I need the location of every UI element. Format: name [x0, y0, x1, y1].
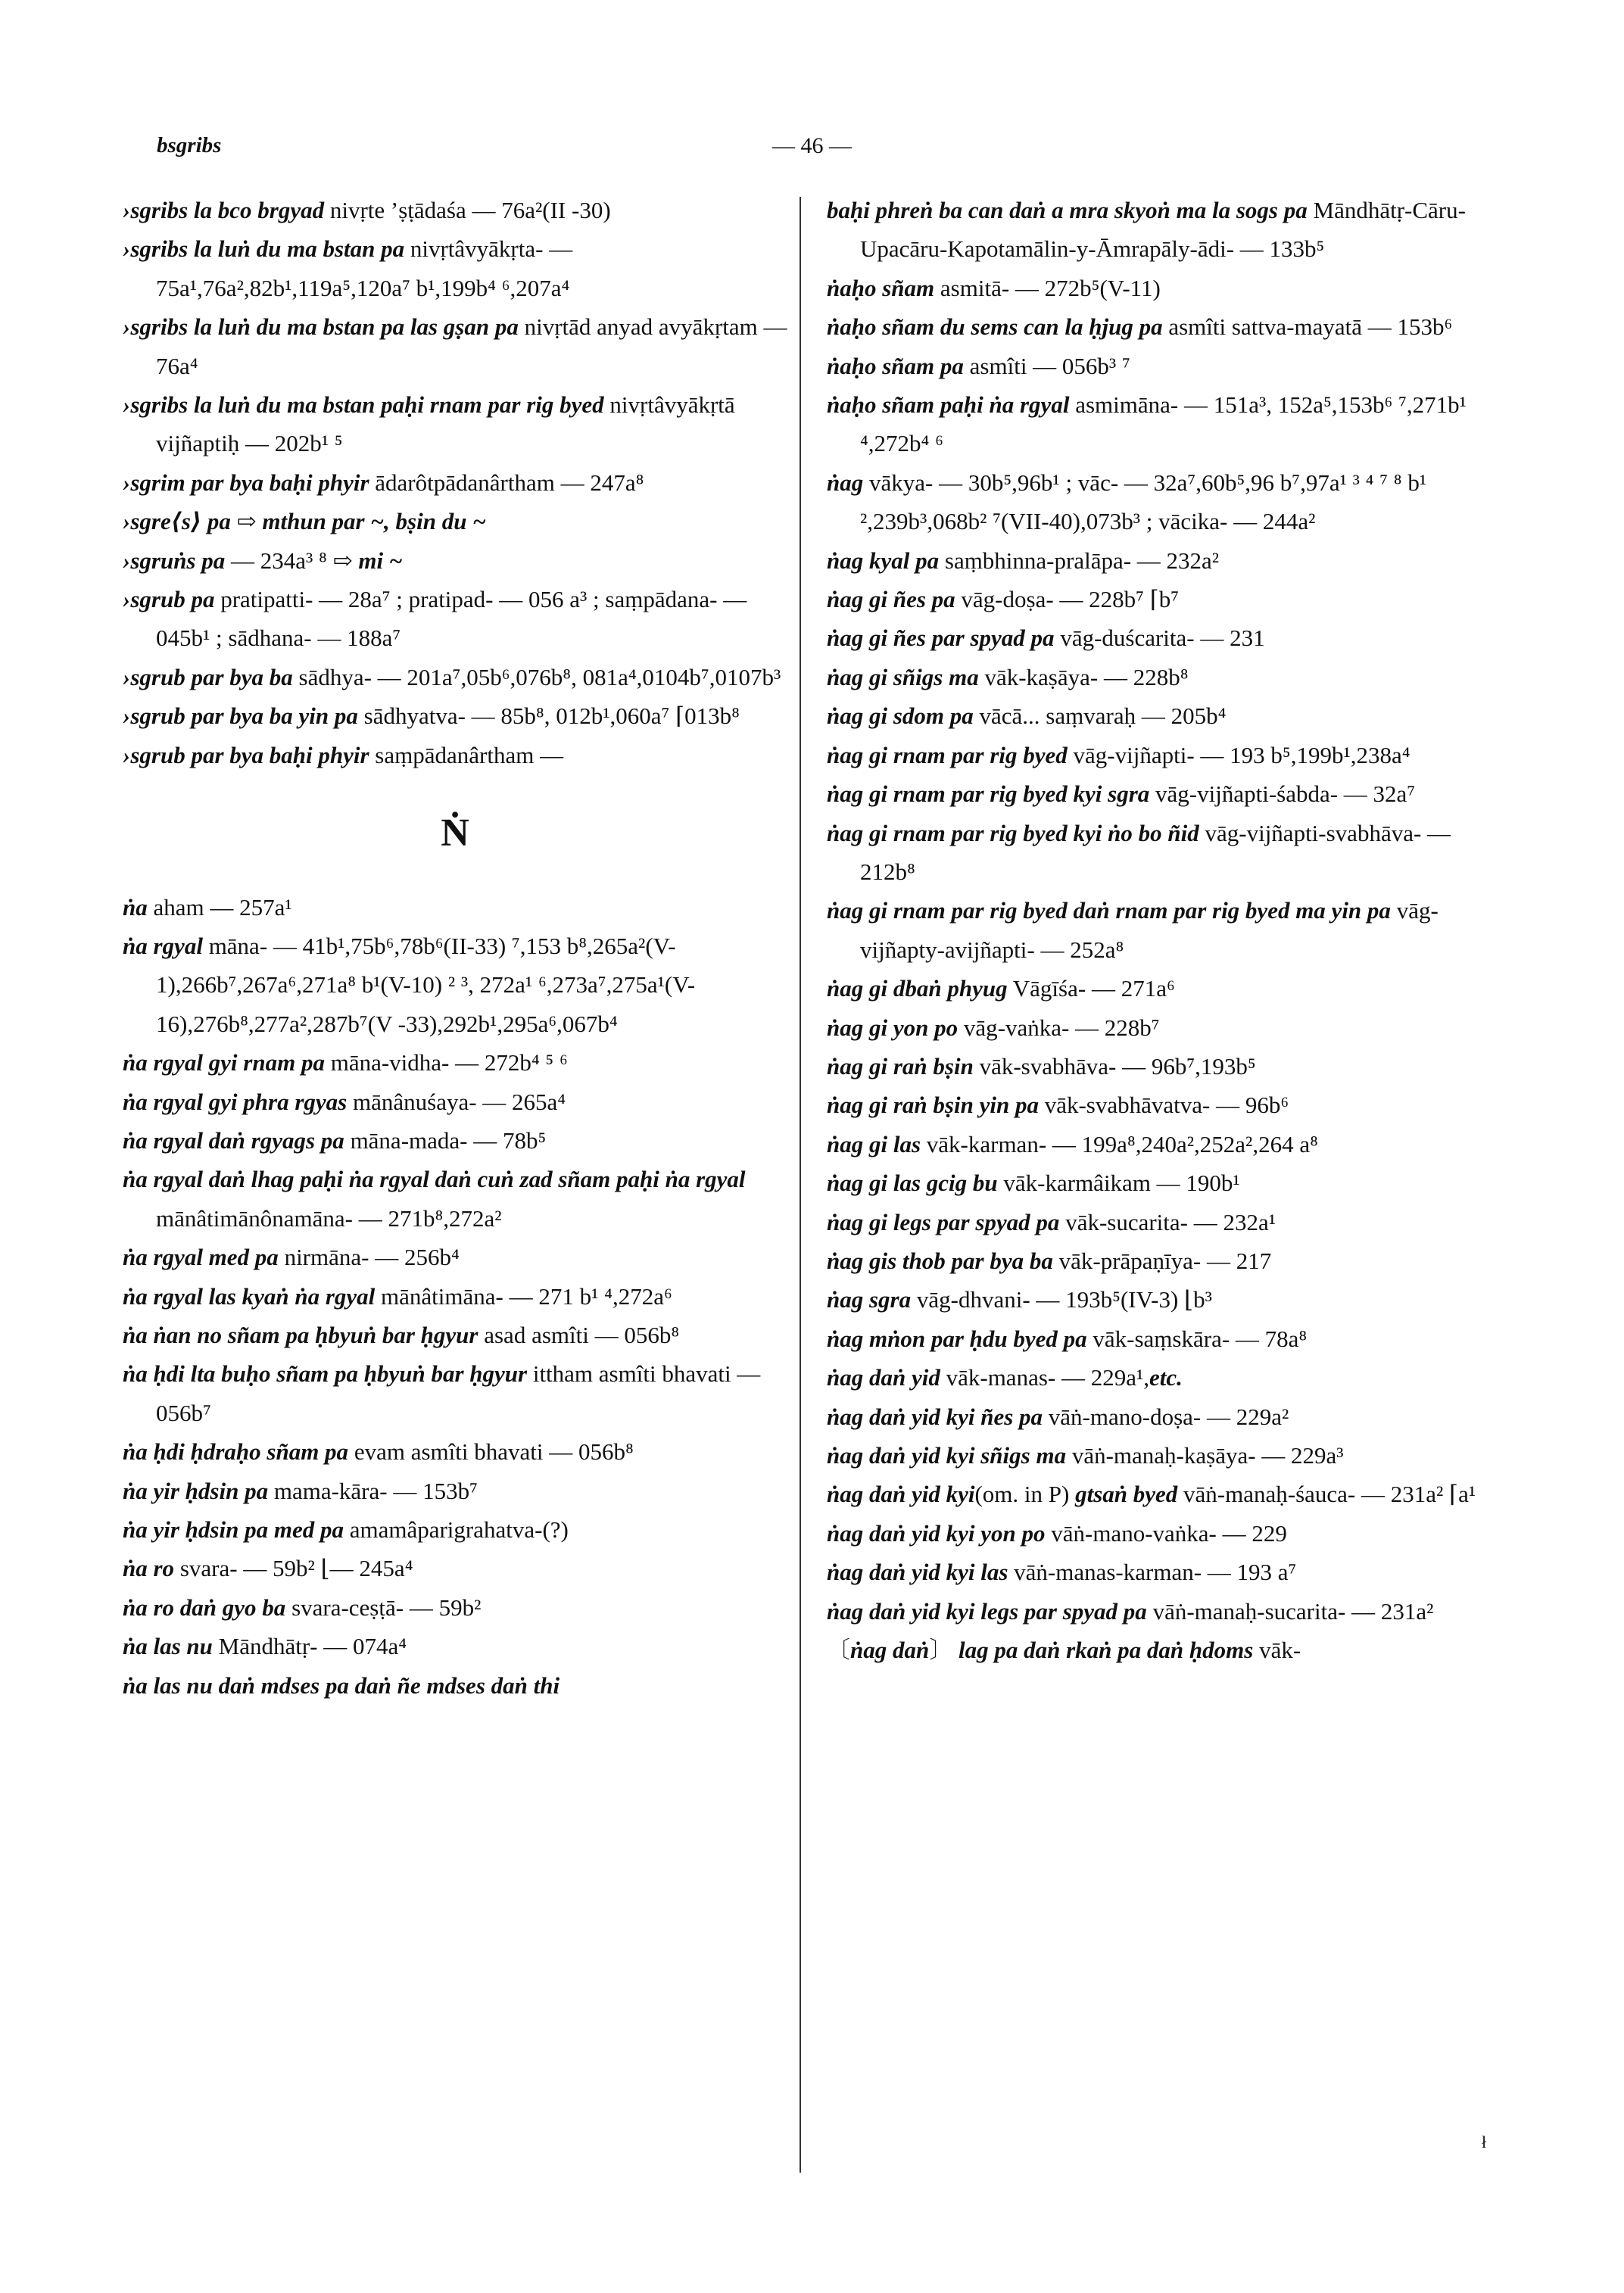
dictionary-entry: ṅag gi las gcig bu vāk-karmâikam — 190b¹: [827, 1170, 1240, 1197]
entry-term: ›sgrub par bya ba: [123, 663, 293, 690]
dictionary-entry: ṅa rgyal māna- — 41b¹,75b⁶,78b⁶(II-33) ⁷,153 b⁸,265a²(V-1),266b⁷,267a⁶,271a⁸ b¹(V-10) ² ³, 272a¹ ⁶,273a⁷,275a¹(V-16),276b⁸,277a²,287b⁷(V -33),292b¹,295a⁶,067b⁴: [123, 932, 696, 1037]
entry-term: ṅag gi rnam par rig byed daṅ rnam par rig byed ma yin pa: [827, 897, 1391, 924]
entry-term: ṅa ro daṅ gyo ba: [123, 1594, 286, 1621]
entry-term: ›sgribs la luṅ du ma bstan pa: [123, 235, 405, 263]
dictionary-entry: ṅag kyal pa saṃbhinna-pralāpa- — 232a²: [827, 547, 1220, 574]
dictionary-entry: ṅag gi legs par spyad pa vāk-sucarita- — 232a¹: [827, 1208, 1276, 1235]
dictionary-entry: ṅag gi sñigs ma vāk-kaṣāya- — 228b⁸: [827, 663, 1189, 690]
left-column-top-entries: [123, 191, 787, 774]
entry-term: ṅa rgyal gyi rnam pa: [123, 1049, 325, 1076]
entry-term: ṅag gi las gcig bu: [827, 1170, 998, 1197]
dictionary-entry: ṅag gi rnam par rig byed vāg-vijñapti- — 193 b⁵,199b¹,238a⁴: [827, 741, 1410, 768]
entry-term: ṅag daṅ yid kyi: [827, 1481, 975, 1508]
dictionary-entry: ›sgrub par bya ba yin pa sādhyatva- — 85b⁸, 012b¹,060a⁷ ⌈013b⁸: [123, 703, 740, 730]
dictionary-entry: ṅa rgyal gyi rnam pa māna-vidha- — 272b⁴ ⁵ ⁶: [123, 1049, 568, 1076]
dictionary-entry: ›sgruṅs pa — 234a³ ⁸ ⇨ mi ~: [123, 547, 403, 574]
entry-term: ṅa rgyal daṅ rgyags pa: [123, 1126, 344, 1154]
dictionary-entry: ṅaḥo sñam asmitā- — 272b⁵(V-11): [827, 274, 1161, 301]
dictionary-entry: ›sgrub par bya ba sādhya- — 201a⁷,05b⁶,076b⁸, 081a⁴,0104b⁷,0107b³: [123, 663, 781, 690]
entry-term: ṅag daṅ: [850, 1637, 930, 1664]
entry-term: lag pa daṅ rkaṅ pa daṅ ḥdoms: [958, 1637, 1254, 1664]
column-divider: [800, 197, 801, 2173]
dictionary-entry: ṅag sgra vāg-dhvani- — 193b⁵(IV-3) ⌊b³: [827, 1286, 1212, 1313]
dictionary-entry: ṅa yir ḥdsin pa med pa amamâparigrahatva-(?): [123, 1516, 569, 1543]
dictionary-entry: ṅa rgyal gyi phra rgyas mānânuśaya- — 265a⁴: [123, 1088, 566, 1115]
entry-term: ṅag kyal pa: [827, 547, 940, 574]
entry-term: ›sgribs la luṅ du ma bstan pa las gṣan pa: [123, 313, 519, 341]
dictionary-entry: ṅa rgyal daṅ lhag paḥi ṅa rgyal daṅ cuṅ zad sñam paḥi ṅa rgyal mānâtimānônamāna- — 271b⁸,272a²: [123, 1166, 746, 1232]
dictionary-entry: ṅag gi las vāk-karman- — 199a⁸,240a²,252a²,264 a⁸: [827, 1130, 1318, 1157]
entry-term: ṅag sgra: [827, 1286, 912, 1313]
right-column-entries: [827, 191, 1493, 1669]
entry-term: ṅa rgyal daṅ lhag paḥi ṅa rgyal daṅ cuṅ zad sñam paḥi ṅa rgyal: [123, 1166, 746, 1193]
dictionary-entry: ›sgrim par bya baḥi phyir ādarôtpādanârtham — 247a⁸: [123, 469, 644, 496]
dictionary-entry: ṅa las nu Māndhātṛ- — 074a⁴: [123, 1633, 407, 1660]
entry-term: ›sgrub par bya ba yin pa: [123, 703, 358, 730]
entry-term: ›sgrim par bya baḥi phyir: [123, 469, 369, 496]
section-letter: Ṅ: [441, 812, 469, 855]
entry-term: baḥi phreṅ ba can daṅ a mra skyoṅ ma la sogs pa: [827, 197, 1308, 223]
stray-mark: ł: [1482, 2133, 1487, 2151]
entry-term: ṅa las nu daṅ mdses pa daṅ ñe mdses daṅ thi: [123, 1671, 560, 1699]
dictionary-entry: ṅa rgyal med pa nirmāna- — 256b⁴: [123, 1244, 460, 1271]
dictionary-entry: ṅag gi rnam par rig byed kyi sgra vāg-vijñapti-śabda- — 32a⁷: [827, 780, 1416, 808]
dictionary-entry: ṅag daṅ yid kyi legs par spyad pa vāṅ-manaḥ-sucarita- — 231a²: [827, 1597, 1434, 1625]
entry-term: ṅag gi yon po: [827, 1014, 959, 1041]
page-number: — 46 —: [772, 133, 852, 158]
dictionary-entry: ṅag gi rnam par rig byed daṅ rnam par rig byed ma yin pa vāg-vijñapty-avijñapti- — 252a⁸: [827, 897, 1439, 963]
entry-term: ṅa rgyal med pa: [123, 1244, 279, 1271]
entry-term: ṅag gi rnam par rig byed: [827, 741, 1068, 768]
entry-term: ṅa ḥdi lta buḥo sñam pa ḥbyuṅ bar ḥgyur: [123, 1360, 528, 1388]
entry-term: mi ~: [358, 547, 403, 574]
entry-term: ṅa yir ḥdsin pa med pa: [123, 1516, 344, 1543]
entry-term: ṅag gi raṅ bṣin: [827, 1052, 974, 1080]
running-head: bsgribs: [157, 133, 222, 157]
dictionary-entry: ṅag daṅ yid kyi yon po vāṅ-mano-vaṅka- — 229: [827, 1519, 1287, 1547]
right-column: [827, 191, 1493, 1669]
left-column-bottom-entries: [123, 888, 787, 1706]
dictionary-entry: ṅa ṅan no sñam pa ḥbyuṅ bar ḥgyur asad asmîti — 056b⁸: [123, 1321, 680, 1348]
dictionary-entry: ṅa yir ḥdsin pa mama-kāra- — 153b⁷: [123, 1477, 478, 1504]
dictionary-entry: ṅag daṅ yid vāk-manas- — 229a¹,etc.: [827, 1364, 1183, 1391]
dictionary-entry: ›sgre⟨s⟩ pa ⇨ mthun par ~, bṣin du ~: [123, 508, 486, 535]
left-column: [123, 191, 787, 1705]
entry-term: ṅag gi las: [827, 1130, 921, 1157]
dictionary-entry: ›sgrub par bya baḥi phyir saṃpādanârtham —: [123, 741, 564, 768]
page-header: [132, 133, 1492, 171]
entry-term: ṅa ḥdi ḥdraḥo sñam pa: [123, 1438, 349, 1466]
dictionary-entry: ṅaḥo sñam du sems can la ḥjug pa asmîti sattva-mayatā — 153b⁶: [827, 313, 1453, 341]
dictionary-entry: ṅa ḥdi ḥdraḥo sñam pa evam asmîti bhavati — 056b⁸: [123, 1438, 634, 1466]
dictionary-entry: ṅag gi ñes pa vāg-doṣa- — 228b⁷ ⌈b⁷: [827, 586, 1180, 613]
entry-term: ṅag gi dbaṅ phyug: [827, 975, 1008, 1002]
dictionary-entry: ṅa ro daṅ gyo ba svara-ceṣṭā- — 59b²: [123, 1594, 482, 1621]
entry-term: ṅa rgyal: [123, 932, 203, 959]
dictionary-entry: ṅag gi rnam par rig byed kyi ṅo bo ñid vāg-vijñapti-svabhāva- — 212b⁸: [827, 819, 1451, 885]
entry-term: etc.: [1149, 1364, 1183, 1391]
dictionary-entry: ṅag gi ñes par spyad pa vāg-duścarita- — 231: [827, 625, 1265, 652]
entry-term: mthun par ~, bṣin du ~: [262, 508, 486, 535]
entry-term: ›sgruṅs pa: [123, 547, 226, 574]
dictionary-entry: baḥi phreṅ ba can daṅ a mra skyoṅ ma la sogs pa Māndhātṛ-Cāru-Upacāru-Kapotamālin-y-Āmrapāly-ādi- — 133b⁵: [827, 197, 1466, 263]
dictionary-entry: ṅaḥo sñam pa asmîti — 056b³ ⁷: [827, 352, 1130, 379]
entry-term: ṅag gi ñes pa: [827, 586, 955, 613]
entry-term: ṅa ro: [123, 1555, 175, 1582]
dictionary-entry: ṅa ro svara- — 59b² ⌊— 245a⁴: [123, 1555, 413, 1582]
entry-term: ṅag gi sñigs ma: [827, 663, 979, 690]
entry-term: ›sgribs la bco brgyad: [123, 197, 325, 223]
dictionary-entry: ṅa rgyal daṅ rgyags pa māna-mada- — 78b⁵: [123, 1126, 547, 1154]
dictionary-entry: ṅa aham — 257a¹: [123, 893, 292, 921]
entry-term: ṅa yir ḥdsin pa: [123, 1477, 269, 1504]
dictionary-entry: ṅag vākya- — 30b⁵,96b¹ ; vāc- — 32a⁷,60b⁵,96 b⁷,97a¹ ³ ⁴ ⁷ ⁸ b¹ ²,239b³,068b² ⁷(VII-40),073b³ ; vācika- — 244a²: [827, 469, 1427, 535]
entry-term: ṅag gi rnam par rig byed kyi sgra: [827, 780, 1150, 808]
entry-term: ṅaḥo sñam paḥi ṅa rgyal: [827, 391, 1070, 419]
dictionary-entry: ṅag gi raṅ bṣin yin pa vāk-svabhāvatva- — 96b⁶: [827, 1092, 1289, 1119]
dictionary-entry: ›sgribs la luṅ du ma bstan paḥi rnam par rig byed nivṛtâvyākṛtā vijñaptiḥ — 202b¹ ⁵: [123, 391, 735, 457]
entry-term: ṅaḥo sñam du sems can la ḥjug pa: [827, 313, 1163, 341]
entry-term: ṅag gi legs par spyad pa: [827, 1208, 1060, 1235]
entry-term: ṅag daṅ yid kyi legs par spyad pa: [827, 1597, 1147, 1625]
entry-term: ›sgre⟨s⟩ pa: [123, 508, 231, 535]
entry-term: ›sgrub par bya baḥi phyir: [123, 741, 369, 768]
dictionary-entry: ṅag gi raṅ bṣin vāk-svabhāva- — 96b⁷,193b⁵: [827, 1052, 1256, 1080]
dictionary-entry: ṅa rgyal las kyaṅ ṅa rgyal mānâtimāna- — 271 b¹ ⁴,272a⁶: [123, 1282, 672, 1310]
entry-term: ṅaḥo sñam: [827, 274, 935, 301]
dictionary-entry: ›sgrub pa pratipatti- — 28a⁷ ; pratipad- — 056 a³ ; saṃpādana- — 045b¹ ; sādhana- — 188a⁷: [123, 586, 747, 652]
dictionary-entry: ṅaḥo sñam paḥi ṅa rgyal asmimāna- — 151a³, 152a⁵,153b⁶ ⁷,271b¹ ⁴,272b⁴ ⁶: [827, 391, 1467, 457]
entry-term: ṅag daṅ yid kyi ñes pa: [827, 1403, 1043, 1430]
entry-term: ṅag mṅon par ḥdu byed pa: [827, 1325, 1087, 1352]
dictionary-entry: ›sgribs la bco brgyad nivṛte ’ṣṭādaśa — 76a²(II -30): [123, 197, 611, 223]
dictionary-entry: ṅag daṅ yid kyi(om. in P) gtsaṅ byed vāṅ-manaḥ-śauca- — 231a² ⌈a¹: [827, 1481, 1476, 1508]
dictionary-entry: 〔ṅag daṅ〕 lag pa daṅ rkaṅ pa daṅ ḥdoms vāk-: [827, 1637, 1301, 1664]
dictionary-entry: ṅag gi dbaṅ phyug Vāgīśa- — 271a⁶: [827, 975, 1175, 1002]
entry-term: ṅag gis thob par bya ba: [827, 1247, 1053, 1274]
dictionary-entry: ›sgribs la luṅ du ma bstan pa nivṛtâvyākṛta- — 75a¹,76a²,82b¹,119a⁵,120a⁷ b¹,199b⁴ ⁶,207a⁴: [123, 235, 573, 301]
dictionary-entry: [123, 1666, 787, 1705]
dictionary-entry: ṅag daṅ yid kyi ñes pa vāṅ-mano-doṣa- — 229a²: [827, 1403, 1289, 1430]
entry-term: ṅa: [123, 893, 148, 921]
entry-term: ›sgribs la luṅ du ma bstan paḥi rnam par rig byed: [123, 391, 604, 419]
dictionary-entry: ṅag daṅ yid kyi las vāṅ-manas-karman- — 193 a⁷: [827, 1559, 1297, 1586]
dictionary-entry: ›sgribs la luṅ du ma bstan pa las gṣan pa nivṛtād anyad avyākṛtam — 76a⁴: [123, 313, 787, 379]
entry-term: ṅa rgyal gyi phra rgyas: [123, 1088, 348, 1115]
dictionary-entry: ṅag gi yon po vāg-vaṅka- — 228b⁷: [827, 1014, 1160, 1041]
entry-term: ṅag gi raṅ bṣin yin pa: [827, 1092, 1039, 1119]
entry-term: ṅaḥo sñam pa: [827, 352, 964, 379]
entry-term: ṅag: [827, 469, 864, 496]
entry-term: ṅag gi sdom pa: [827, 703, 974, 730]
dictionary-entry: ṅag mṅon par ḥdu byed pa vāk-saṃskāra- — 78a⁸: [827, 1325, 1308, 1352]
dictionary-entry: ṅag daṅ yid kyi sñigs ma vāṅ-manaḥ-kaṣāya- — 229a³: [827, 1442, 1344, 1469]
entry-term: ṅag daṅ yid kyi las: [827, 1559, 1008, 1586]
entry-term: ›sgrub pa: [123, 586, 215, 613]
dictionary-entry: ṅag gis thob par bya ba vāk-prāpaṇīya- — 217: [827, 1247, 1272, 1274]
entry-term: ṅa ṅan no sñam pa ḥbyuṅ bar ḥgyur: [123, 1321, 478, 1348]
entry-term: ṅag daṅ yid kyi sñigs ma: [827, 1442, 1067, 1469]
entry-term: ṅag gi rnam par rig byed kyi ṅo bo ñid: [827, 819, 1199, 846]
entry-term: ṅag gi ñes par spyad pa: [827, 625, 1055, 652]
entry-term: gtsaṅ byed: [1075, 1481, 1178, 1508]
dictionary-entry: ṅag gi sdom pa vācā... saṃvaraḥ — 205b⁴: [827, 703, 1227, 730]
entry-term: ṅa rgyal las kyaṅ ṅa rgyal: [123, 1282, 376, 1310]
dictionary-entry: ṅa ḥdi lta buḥo sñam pa ḥbyuṅ bar ḥgyur ittham asmîti bhavati — 056b⁷: [123, 1360, 761, 1426]
entry-term: ṅag daṅ yid: [827, 1364, 940, 1391]
entry-term: ṅag daṅ yid kyi yon po: [827, 1519, 1046, 1547]
entry-term: ṅa las nu: [123, 1633, 213, 1660]
